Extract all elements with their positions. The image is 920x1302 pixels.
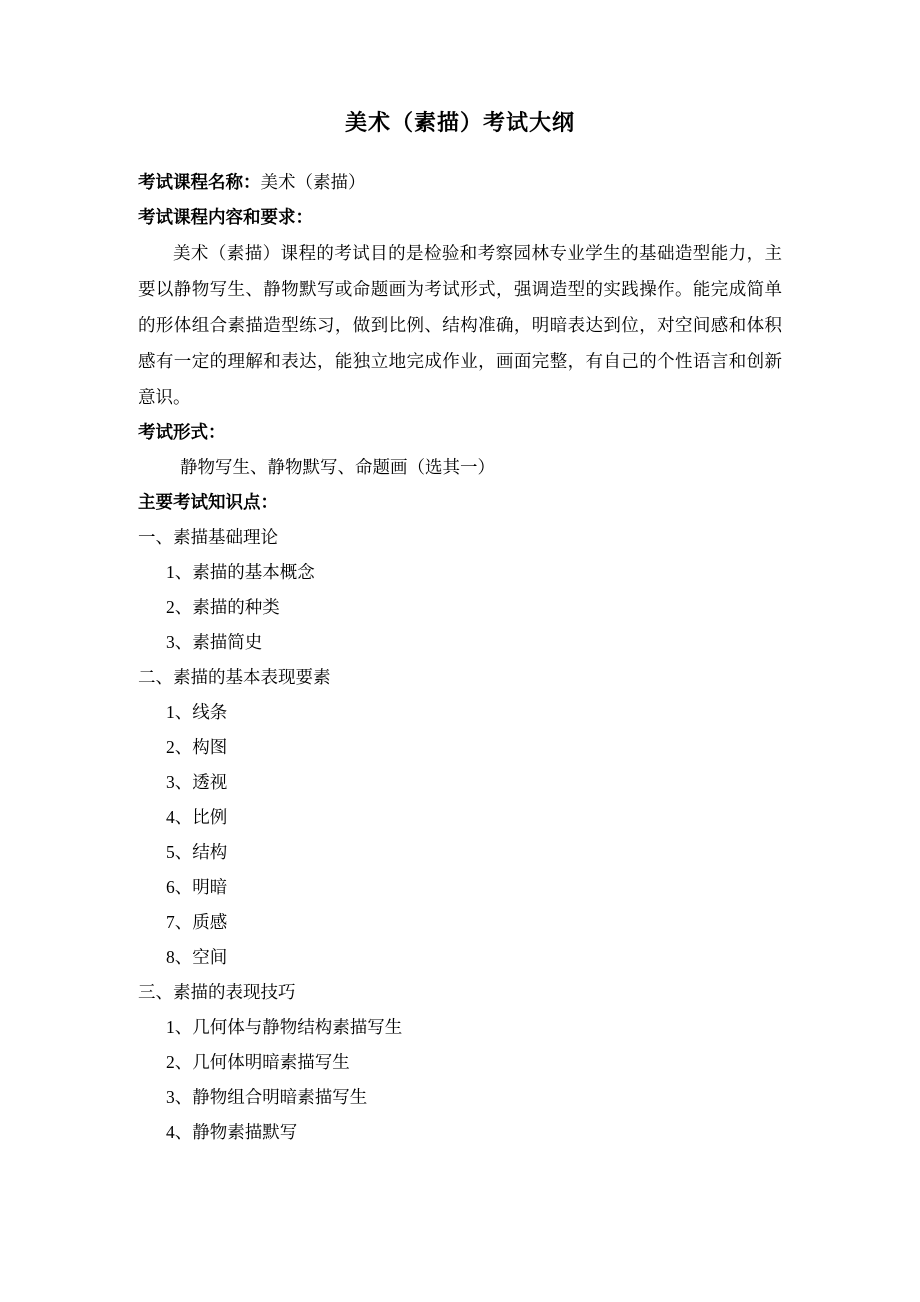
list-item: 2、几何体明暗素描写生 (166, 1051, 350, 1072)
field-course-name-label: 考试课程名称： (138, 171, 261, 192)
list-item: 2、构图 (166, 736, 228, 757)
field-course-name-value: 美术（素描） (260, 171, 366, 192)
list-item: 3、透视 (166, 771, 228, 792)
list-item: 8、空间 (166, 946, 228, 967)
page-title: 美术（素描）考试大纲 (344, 110, 575, 135)
section-heading-1: 一、素描基础理论 (138, 526, 278, 547)
section-heading-2: 二、素描的基本表现要素 (138, 666, 331, 687)
field-content-requirements-label: 考试课程内容和要求： (138, 206, 313, 227)
list-item: 3、静物组合明暗素描写生 (166, 1086, 368, 1107)
field-course-name (138, 165, 782, 200)
intro-paragraph: 美术（素描）课程的考试目的是检验和考察园林专业学生的基础造型能力，主要以静物写生、静物默写或命题画为考试形式，强调造型的实践操作。能完成简单的形体组合素描造型练习，做到比例、结构准确，明暗表达到位，对空间感和体积感有一定的理解和表达，能独立地完成作业，画面完整，有自己的个性语言和创新意识。 (138, 242, 782, 407)
list-item: 4、比例 (166, 806, 228, 827)
list-item: 7、质感 (166, 911, 228, 932)
list-item: 5、结构 (166, 841, 228, 862)
exam-form-value: 静物写生、静物默写、命题画（选其一） (180, 456, 495, 477)
knowledge-heading: 主要考试知识点： (138, 491, 278, 512)
list-item: 1、素描的基本概念 (166, 561, 315, 582)
section-heading-3: 三、素描的表现技巧 (138, 981, 296, 1002)
list-item: 2、素描的种类 (166, 596, 280, 617)
list-item: 4、静物素描默写 (166, 1121, 298, 1142)
exam-form-heading: 考试形式： (138, 421, 226, 442)
list-item: 1、几何体与静物结构素描写生 (166, 1016, 403, 1037)
list-item: 3、素描简史 (166, 631, 263, 652)
list-item: 6、明暗 (166, 876, 228, 897)
field-content-requirements (138, 200, 782, 235)
list-item: 1、线条 (166, 701, 228, 722)
